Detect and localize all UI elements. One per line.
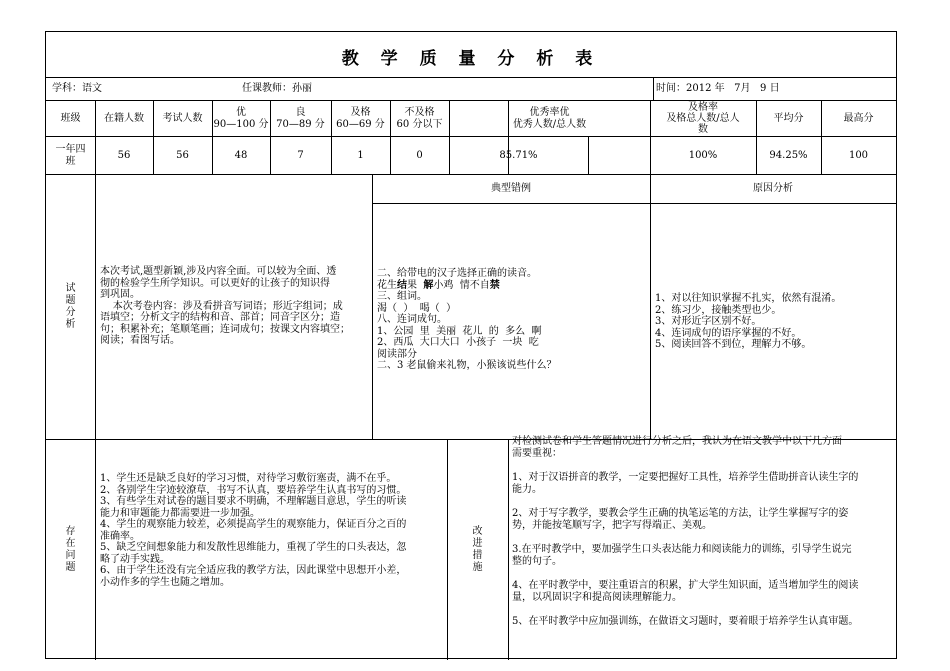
cell-excellent-rate: 85.71%: [499, 149, 538, 161]
cell-good: 7: [297, 149, 304, 161]
header-highest: 最高分: [843, 112, 874, 124]
cell-class: 一年四 班: [55, 143, 86, 167]
error-line-pinyin: 花生结果 解小鸡 情不自禁: [377, 279, 500, 291]
header-good: 良 70—89 分: [276, 106, 325, 130]
cell-fail: 0: [416, 149, 423, 161]
cell-enrolled: 56: [117, 149, 131, 161]
cell-highest: 100: [848, 149, 869, 161]
measures-list: 对检测试卷和学生答题情况进行分析之后，我认为在语文教学中以下几方面 需要重视： 1、对于汉语拼音的教学，一定要把握好工具性，培养学生借助拼音认读生字的 能力。 2、对于写字教学，要教会学生正确的执笔运笔的方法，让学生掌握写字的姿 势，并能按笔顺写字，把字写得端正、美观。 3.在平时教学中，要加强学生口头表达能力和阅读能力的训练，引导学生说完 整的句子。 4、在平时教学中，要注重语言的积累，扩大学生知识面，适当增加学生的阅读 量，以巩固识字和提高阅读理解能力。 5、在平时教学中应加强训练，在做语文习题时，要着眼于培养学生认真审题。: [512, 436, 859, 627]
date-label: 时间：2012 年 7月 9 日: [656, 83, 780, 94]
header-excellent-rate: 优秀率优 优秀人数/总人数: [512, 106, 587, 130]
measures-label: 改进措施: [472, 526, 483, 573]
measures-label-cell: [447, 440, 508, 660]
page-title: 教 学 质 量 分 析 表: [341, 49, 601, 69]
cell-pass: 1: [357, 149, 364, 161]
subject-label: 学科：语文: [52, 83, 102, 94]
causes-list: 1、对以往知识掌握不扎实，依然有混淆。 2、练习少，接触类型也少。 3、对形近字区别不好。 4、连词成句的语序掌握的不好。 5、阅读回答不到位，理解力不够。: [655, 293, 842, 350]
cell-pass-rate: 100%: [688, 149, 718, 161]
problems-label: 存在问题: [65, 526, 76, 573]
causes-header: 原因分析: [753, 183, 793, 194]
problems-label-cell: [46, 440, 95, 660]
rule-error-header: [372, 203, 896, 204]
cell-excellent: 48: [234, 149, 248, 161]
header-fail: 不及格 60 分以下: [396, 106, 443, 130]
rule-title: [46, 77, 896, 78]
header-enrolled: 在籍人数: [104, 112, 144, 124]
header-average: 平均分: [773, 112, 804, 124]
cell-average: 94.25%: [769, 149, 808, 161]
cell-tested: 56: [176, 149, 189, 161]
typical-errors-header: 典型错例: [491, 183, 531, 194]
analysis-form: [45, 31, 897, 659]
problems-list: 1、学生还是缺乏良好的学习习惯，对待学习敷衍塞责，满不在乎。 2、各别学生字迹较潦草，书写不认真，要培养学生认真书写的习惯。 3、有些学生对试卷的题目要求不明确，不理解题目意思，学生的听读 能力和审题能力都需要进一步加强。 4、学生的观察能力较差，必须提高学生的观察能力，保证百分之百的 准确率。 5、缺乏空间想象能力和发散性思维能力，重视了学生的口头表达，忽 略了动手实践。 6、由于学生还没有完全适应我的教学方法，因此课堂中思想开小差， 小动作多的学生也随之增加。: [100, 473, 407, 588]
analysis-label: 试题分析: [65, 283, 76, 330]
analysis-label-cell: [46, 175, 95, 439]
header-excellent: 优 90—100 分: [213, 106, 269, 130]
header-class: 班级: [60, 112, 81, 124]
header-pass: 及格 60—69 分: [336, 106, 385, 130]
analysis-summary: 本次考试,题型新颖,涉及内容全面。可以较为全面、透 彻的检验学生所学知识。可以更好的让孩子的知识得 到巩固。 本次考卷内容：涉及看拼音写词语；形近字组词；成 语填空；分析文字的结构和音、部首；同音字区分；造 句；积累补充；笔顺笔画；连词成句；按课文内容填空； 阅读；看图写话。: [100, 266, 350, 346]
header-pass-rate: 及格率 及格总人数/总人 数: [666, 102, 740, 135]
teacher-label: 任课教师：孙丽: [242, 83, 312, 94]
header-tested: 考试人数: [162, 112, 203, 124]
typical-errors-list: 二、给带电的汉子选择正确的读音。 花生结果 解小鸡 情不自禁 三、组词。 渴（ ） 喝（ ） 八、连词成句。 1、公园 里 美丽 花儿 的 多么 啊 2、西瓜 大口大口 小孩子 一块 吃 阅读部分 二、3 老鼠偷来礼物，小猴该说些什么？: [377, 268, 647, 372]
